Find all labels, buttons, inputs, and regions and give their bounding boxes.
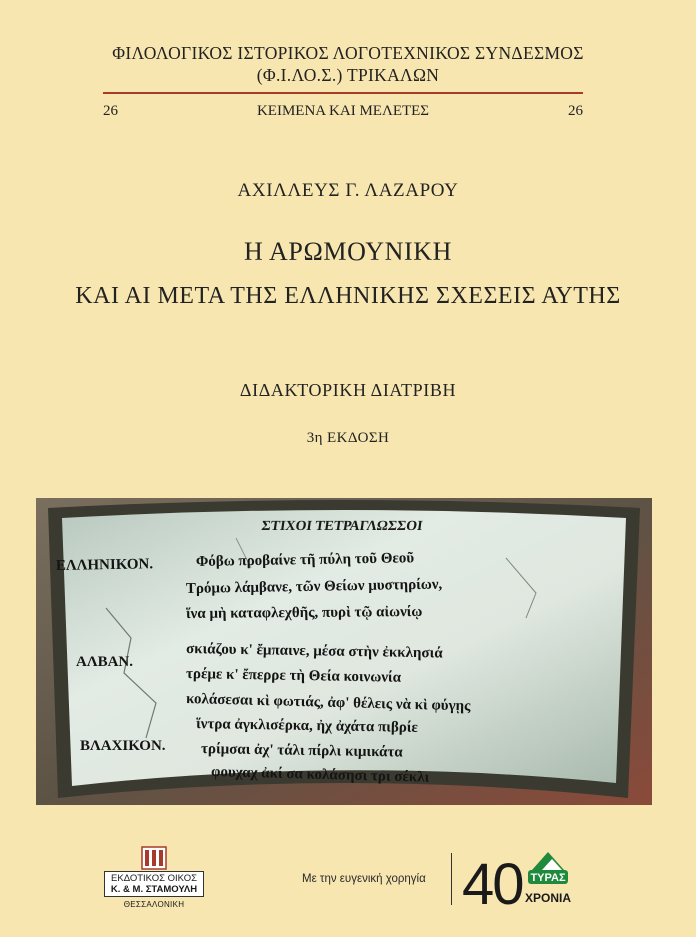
anniversary-logo (462, 846, 586, 916)
edition-label: 3η ΕΚΔΟΣΗ (306, 430, 390, 446)
book-title-line1: Η ΑΡΩΜΟΥΝΙΚΗ (244, 237, 452, 266)
society-name (0, 42, 696, 86)
inscription-label-greek: ΕΛΛΗΝΙΚΟΝ. (55, 556, 154, 574)
publisher-logo-icon (141, 846, 167, 870)
inscription-photo (36, 498, 652, 805)
society-name-line1: ΦΙΛΟΛΟΓΙΚΟΣ ΙΣΤΟΡΙΚΟΣ ΛΟΓΟΤΕΧΝΙΚΟΣ ΣΥΝΔΕΣΜΟΣ (112, 43, 584, 63)
inscription-line: τρίμσαι ἀχ' τάλι πίρλι κιμικάτα (200, 741, 403, 761)
footer-divider (451, 853, 452, 905)
anniversary-number: 40 (462, 852, 523, 916)
inscription-line: ἵνα μὴ καταφλεχθῆς, πυρὶ τῷ αἰωνίῳ (185, 603, 423, 622)
book-title-line2: ΚΑΙ ΑΙ ΜΕΤΑ ΤΗΣ ΕΛΛΗΝΙΚΗΣ ΣΧΕΣΕΙΣ ΑΥΤΗΣ (75, 283, 621, 309)
inscription-line: σκιάζου κ' ἔμπαινε, μέσα στὴν ἐκκλησιά (185, 641, 443, 662)
anniversary-brand: ΤΥΡΑΣ (530, 872, 566, 884)
inscription-line: φουχαχ ἀκί σα κολάσησι τρι σέκλι (210, 764, 430, 786)
anniversary-word: ΧΡΟΝΙΑ (524, 891, 572, 905)
author-name: ΑΧΙΛΛΕΥΣ Γ. ΛΑΖΑΡΟΥ (237, 180, 459, 201)
sponsor-text: Με την ευγενική χορηγία (302, 873, 426, 885)
publisher-name-line1: ΕΚΔΟΤΙΚΟΣ ΟΙΚΟΣ (111, 873, 197, 884)
society-name-line2: (Φ.Ι.ΛΟ.Σ.) ΤΡΙΚΑΛΩΝ (256, 65, 440, 85)
inscription-line: Τρόμω λάμβανε, τῶν Θείων μυστηρίων, (185, 576, 443, 597)
mountain-icon (532, 852, 564, 870)
inscription-label-vlach: ΒΛΑΧΙΚΟΝ. (80, 738, 166, 754)
series-row (103, 101, 583, 121)
publisher-city: ΘΕΣΣΑΛΟΝΙΚΗ (123, 900, 185, 909)
header-rule (103, 92, 583, 94)
inscription-line: ἵντρα ἀγκλισέρκα, ἠχ ἀχάτα πιβρίε (195, 716, 419, 736)
thesis-label: ΔΙΔΑΚΤΟΡΙΚΗ ΔΙΑΤΡΙΒΗ (239, 380, 457, 400)
inscription-line: κολάσεσαι κὶ φωτιάς, ἀφ' θέλεις νὰ κὶ φύγῃς (185, 691, 471, 715)
inscription-heading: ΣΤΙΧΟΙ ΤΕΤΡΑΓΛΩΣΣΟΙ (260, 518, 424, 534)
inscription-line: Φόβω προβαίνε τῆ πύλη τοῦ Θεοῦ (195, 550, 415, 570)
series-number-right: 26 (568, 102, 583, 119)
inscription-line: τρέμε κ' ἔπερρε τὴ Θεία κοινωνία (185, 666, 402, 686)
publisher-name-line2: Κ. & Μ. ΣΤΑΜΟΥΛΗ (110, 884, 198, 895)
publisher-block (104, 846, 204, 910)
inscription-label-albanian: ΑΛΒΑΝ. (76, 654, 134, 670)
series-number-left: 26 (103, 102, 118, 119)
series-name: ΚΕΙΜΕΝΑ ΚΑΙ ΜΕΛΕΤΕΣ (256, 102, 430, 119)
